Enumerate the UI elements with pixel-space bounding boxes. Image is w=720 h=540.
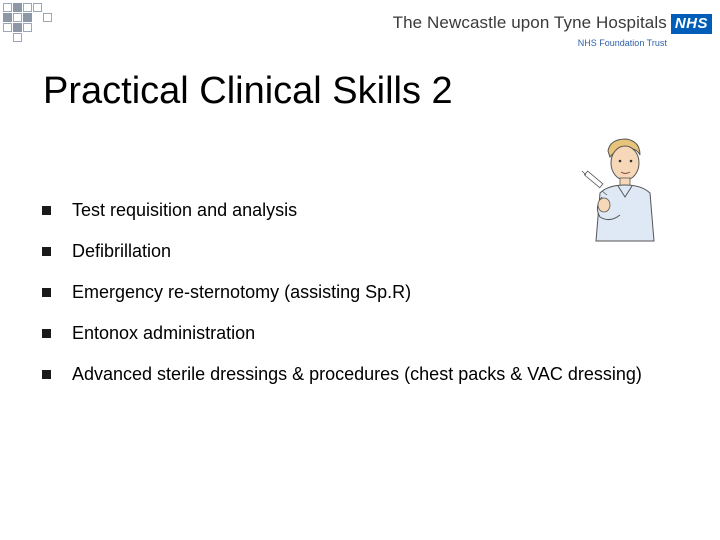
org-text	[393, 12, 667, 49]
list-item-text: Defibrillation	[72, 241, 172, 261]
square-bullet-icon	[42, 247, 51, 256]
list-item-text: Emergency re-sternotomy (assisting Sp.R)	[72, 282, 412, 302]
nhs-logo: NHS	[671, 14, 712, 34]
list-item-text: Entonox administration	[72, 323, 256, 343]
org-branding	[393, 12, 712, 49]
square-bullet-icon	[42, 288, 51, 297]
list-item-text: Advanced sterile dressings & procedures (chest packs & VAC dressing)	[72, 364, 642, 384]
bullet-list	[42, 190, 642, 395]
org-name: The Newcastle upon Tyne Hospitals	[392, 13, 667, 32]
square-bullet-icon	[42, 329, 51, 338]
checker-squares-icon	[0, 0, 60, 50]
list-item-text: Test requisition and analysis	[72, 200, 298, 220]
org-subtitle: NHS Foundation Trust	[577, 38, 667, 48]
list-item	[42, 354, 642, 395]
list-item	[42, 190, 642, 231]
square-bullet-icon	[42, 370, 51, 379]
square-bullet-icon	[42, 206, 51, 215]
list-item	[42, 313, 642, 354]
list-item	[42, 231, 642, 272]
slide-title: Practical Clinical Skills 2	[43, 70, 453, 112]
list-item	[42, 272, 642, 313]
